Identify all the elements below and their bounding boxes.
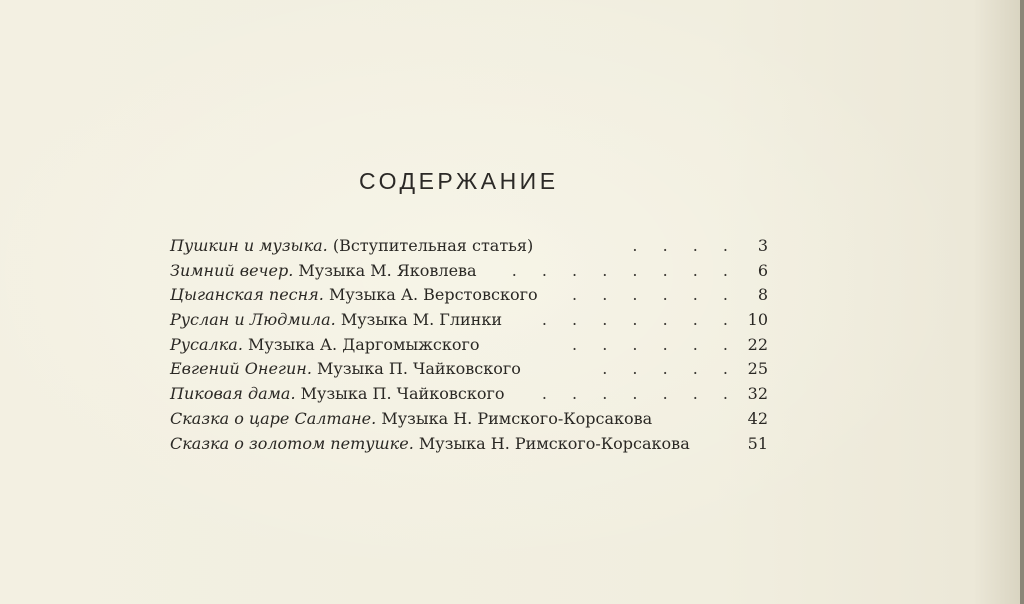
toc-entry: [170, 357, 768, 382]
toc-entry-composer: Музыка А. Верстовского: [328, 285, 538, 305]
toc-entry-title: Пиковая дама.: [170, 384, 296, 404]
toc-entry-title: Сказка о золотом петушке.: [170, 433, 414, 453]
toc-entry-composer: Музыка М. Глинки: [340, 310, 502, 330]
toc-entry-title: Сказка о царе Салтане.: [170, 408, 377, 428]
toc-page-number: 6: [757, 260, 768, 280]
toc-entry-title: Цыганская песня.: [170, 285, 324, 305]
dot-leader: . . . . . . . .: [511, 260, 738, 280]
toc-entry-label: [170, 333, 480, 358]
page-edge: [1020, 0, 1024, 604]
toc-entry: [170, 382, 768, 407]
toc-entry-label: [170, 382, 504, 407]
toc-entry-label: [170, 308, 502, 333]
dot-leader: . . . . . .: [572, 285, 738, 305]
toc-page-number: 22: [747, 334, 768, 354]
dot-leader: . . . . . . .: [541, 310, 738, 330]
toc-page-number: 25: [747, 359, 768, 379]
toc-entry-label: [170, 407, 652, 432]
table-of-contents: [170, 234, 768, 456]
dot-leader: . . . . .: [602, 359, 738, 379]
toc-entry: [170, 234, 768, 259]
dot-leader: . . . . . . .: [541, 384, 738, 404]
toc-entry-composer: Музыка П. Чайковского: [300, 384, 505, 404]
toc-entry: [170, 308, 768, 333]
toc-page-number: 32: [747, 384, 768, 404]
dot-leader: . . . . . .: [572, 334, 738, 354]
toc-entry-title: Пушкин и музыка.: [170, 236, 328, 255]
toc-page-number: 8: [757, 285, 768, 305]
toc-page-number: 42: [747, 408, 768, 428]
toc-entry-composer: Музыка Н. Римского-Корсакова: [381, 408, 653, 428]
toc-entry-composer: Музыка М. Яковлева: [298, 260, 477, 280]
toc-entry-composer: Музыка А. Даргомыжского: [248, 334, 480, 354]
toc-entry-title: Зимний вечер.: [170, 260, 294, 280]
toc-entry-label: [170, 259, 477, 284]
dot-leader: . . . .: [632, 236, 738, 255]
toc-entry-label: [170, 357, 521, 382]
toc-entry-composer: Музыка П. Чайковского: [317, 359, 521, 379]
toc-entry-title: Руслан и Людмила.: [170, 310, 336, 330]
toc-entry-composer: Музыка Н. Римского-Корсакова: [418, 433, 690, 453]
toc-entry-composer: (Вступительная статья): [332, 236, 534, 255]
toc-entry-title: Русалка.: [170, 334, 243, 354]
toc-entry-label: [170, 234, 533, 259]
toc-entry: [170, 407, 768, 432]
toc-entry: [170, 333, 768, 358]
toc-entry: [170, 283, 768, 308]
toc-entry: [170, 432, 768, 457]
toc-page-number: 3: [757, 236, 768, 255]
toc-entry-title: Евгений Онегин.: [170, 359, 312, 379]
toc-page-number: 10: [747, 310, 768, 330]
page-title: СОДЕРЖАНИЕ: [359, 168, 559, 194]
toc-entry-label: [170, 283, 538, 308]
toc-page-number: 51: [747, 433, 768, 453]
toc-entry: [170, 259, 768, 284]
toc-entry-label: [170, 432, 690, 457]
